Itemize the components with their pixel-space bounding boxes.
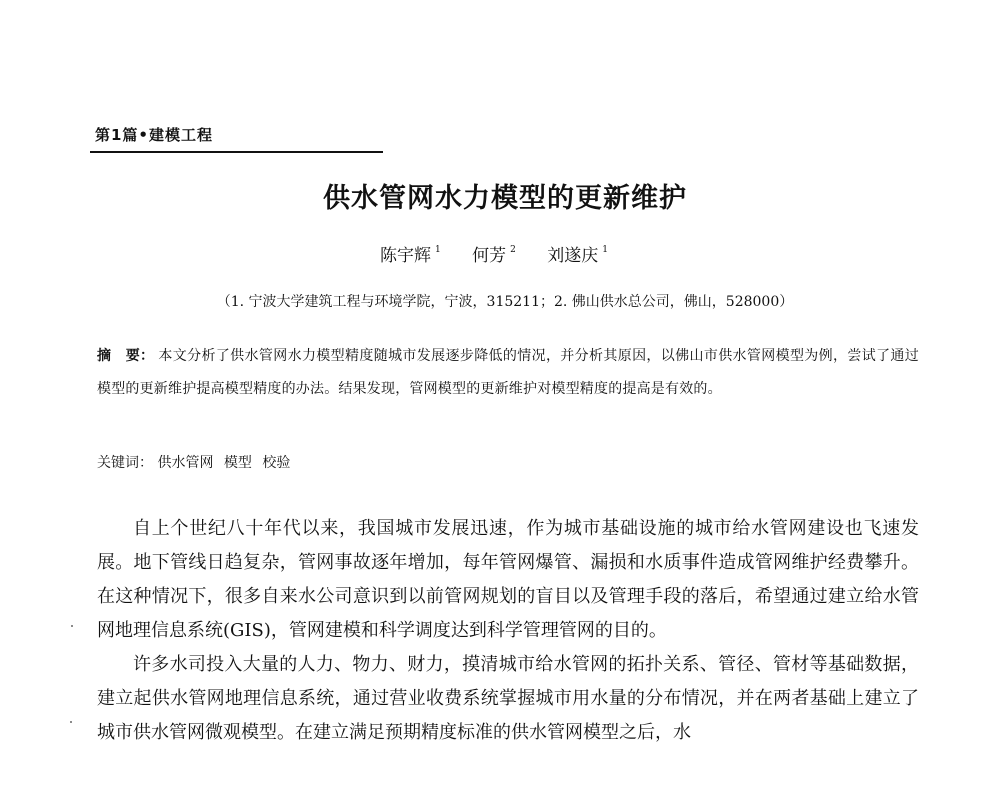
header-rule	[90, 151, 383, 153]
author-affiliation-mark: 1	[435, 245, 441, 255]
body-text	[97, 512, 919, 750]
affiliation-line: （1. 宁波大学建筑工程与环境学院，宁波，315211；2. 佛山供水总公司，佛山，528000）	[216, 294, 794, 310]
author-name	[547, 241, 608, 266]
keyword: 校验	[262, 455, 291, 471]
body-paragraph: 自上个世纪八十年代以来，我国城市发展迅速，作为城市基础设施的城市给水管网建设也飞速发展。地下管线日趋复杂，管网事故逐年增加，每年管网爆管、漏损和水质事件造成管网维护经费攀升。在这种情况下，很多自来水公司意识到以前管网规划的盲目以及管理手段的落后，希望通过建立给水管网地理信息系统(GIS)，管网建模和科学调度达到科学管理管网的目的。	[97, 518, 919, 641]
author-affiliation-mark: 2	[510, 245, 516, 255]
paper-title: 供水管网水力模型的更新维护	[323, 183, 687, 214]
author-name-text: 陈宇辉	[380, 246, 431, 266]
section-header: 第1篇•建模工程	[95, 126, 214, 144]
author-list	[380, 241, 634, 266]
keyword: 模型	[223, 455, 252, 471]
author-name-text: 何芳	[472, 246, 507, 266]
keyword: 供水管网	[157, 455, 214, 471]
keywords	[97, 452, 296, 472]
author-affiliation-mark: 1	[602, 245, 609, 255]
body-paragraph: 许多水司投入大量的人力、物力、财力，摸清城市给水管网的拓扑关系、管径、管材等基础数据，建立起供水管网地理信息系统，通过营业收费系统掌握城市用水量的分布情况，并在两者基础上建立了城市供水管网微观模型。在建立满足预期精度标准的供水管网模型之后，水	[97, 654, 919, 743]
abstract-text: 本文分析了供水管网水力模型精度随城市发展逐步降低的情况，并分析其原因，以佛山市供水管网模型为例，尝试了通过模型的更新维护提高模型精度的办法。结果发现，管网模型的更新维护对模型精度的提高是有效的。	[97, 348, 919, 397]
author-name	[380, 241, 441, 266]
scan-speck	[71, 625, 73, 627]
scan-speck	[70, 721, 72, 723]
author-name	[472, 241, 516, 266]
abstract-label: 摘 要：	[97, 348, 155, 364]
abstract	[97, 340, 919, 406]
keywords-label: 关键词：	[97, 455, 153, 471]
author-name-text: 刘遂庆	[547, 246, 599, 266]
